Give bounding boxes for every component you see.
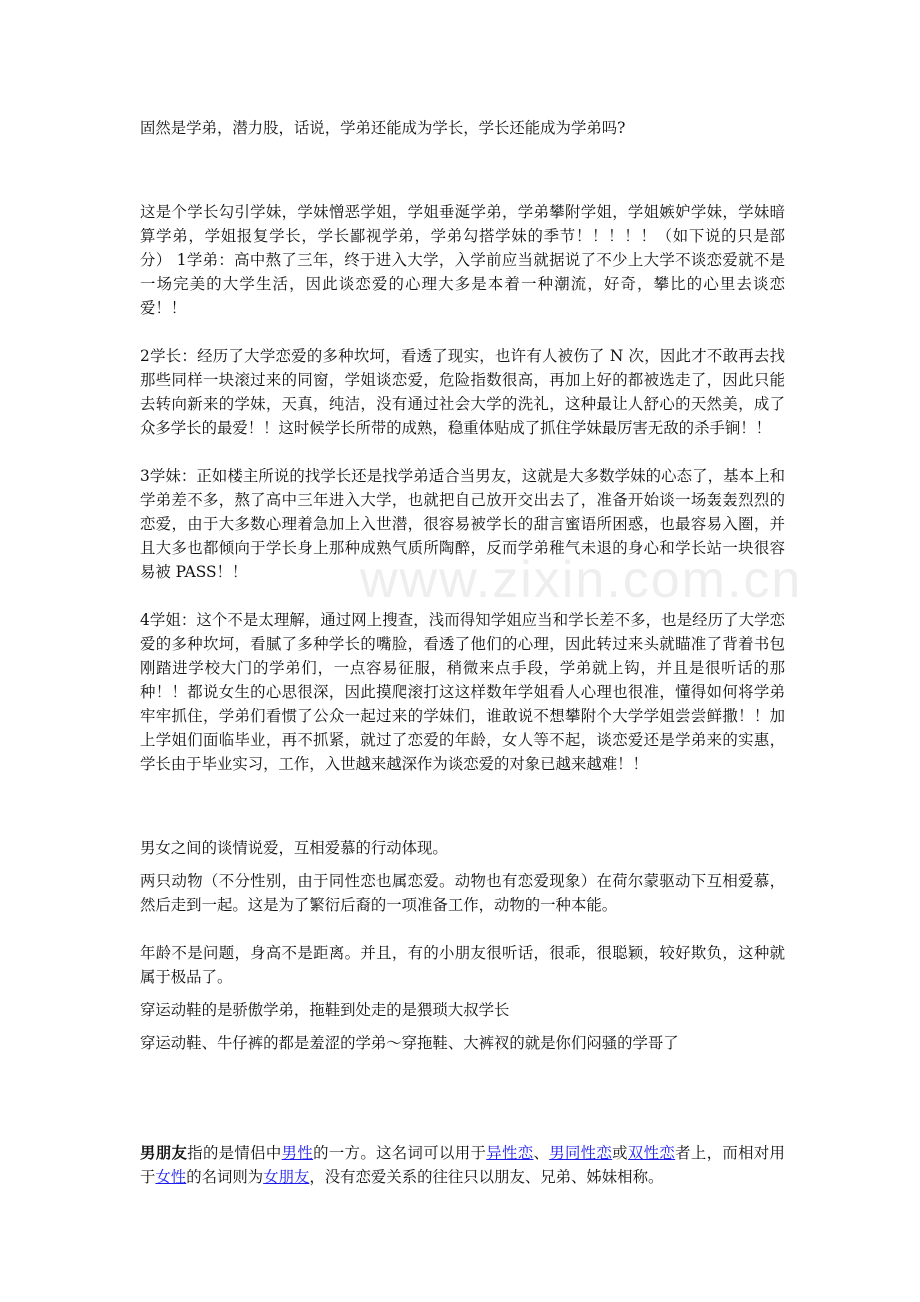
paragraph-season-and-junior: 这是个学长勾引学妹，学妹憎恶学姐，学姐垂涎学弟，学弟攀附学姐，学姐嫉妒学妹，学妹暗算学弟，学姐报复学长，学长鄙视学弟，学弟勾搭学妹的季节！！！！！（如下说的只是部分） 1学弟：高中熬了三年，终于进入大学，入学前应当就据说了不少上大学不谈恋爱就不是一场完美的大学生活，因此谈恋爱的心理大多是本着一种潮流，好奇，攀比的心里去谈恋爱！！ [140, 203, 785, 317]
definition-text-3: 或 [612, 1144, 628, 1162]
definition-text-2: 的一方。这名词可以用于 [313, 1144, 487, 1162]
paragraph-jeans-slippers: 穿运动鞋、牛仔裤的都是羞涩的学弟～穿拖鞋、大裤衩的就是你们闷骚的学哥了 [140, 1034, 679, 1052]
definition-text-1: 指的是情侣中 [187, 1144, 282, 1162]
paragraph-love-definition: 男女之间的谈情说爱，互相爱慕的行动体现。 [140, 839, 448, 857]
link-male[interactable]: 男性 [281, 1144, 314, 1162]
link-gay[interactable]: 男同性恋 [549, 1144, 613, 1162]
paragraph-senior-female: 4学姐：这个不是太理解，通过网上搜查，浅而得知学姐应当和学长差不多，也是经历了大学恋爱的多种坎坷，看腻了多种学长的嘴脸，看透了他们的心理，因此转过来头就瞄准了背着书包刚踏进学校大门的学弟们，一点容易征服，稍微来点手段，学弟就上钩，并且是很听话的那种！！都说女生的心思很深，因此摸爬滚打这这样数年学姐看人心理也很准，懂得如何将学弟牢牢抓住，学弟们看惯了公众一起过来的学妹们，谁敢说不想攀附个大学学姐尝尝鲜撒！！加上学姐们面临毕业，再不抓紧，就过了恋爱的年龄，女人等不起，谈恋爱还是学弟来的实惠，学长由于毕业实习，工作，入世越来越深作为谈恋爱的对象已越来越难！！ [140, 611, 785, 773]
definition-text-6: ，没有恋爱关系的往往只以朋友、兄弟、姊妹相称。 [309, 1168, 664, 1186]
watermark: www.zixin.com.cn [360, 551, 803, 609]
paragraph-animals: 两只动物（不分性别，由于同性恋也属恋爱。动物也有恋爱现象）在荷尔蒙驱动下互相爱慕，然后走到一起。这是为了繁衍后裔的一项准备工作，动物的一种本能。 [140, 872, 785, 914]
document-body [140, 116, 785, 1189]
paragraph-junior-female: 3学妹：正如楼主所说的找学长还是找学弟适合当男友，这就是大多数学妹的心态了，基本上和学弟差不多，熬了高中三年进入大学，也就把自己放开交出去了，准备开始谈一场轰轰烈烈的恋爱，由于大多数心理着急加上入世潜，很容易被学长的甜言蜜语所困惑，也最容易入圈，并且大多也都倾向于学长身上那种成熟气质所陶醉，反而学弟稚气未退的身心和学长站一块很容易被 PASS！！ [140, 467, 785, 581]
definition-text-4: 者上，而相对用于 [140, 1144, 785, 1186]
definition-text-5: 的名词则为 [186, 1168, 264, 1186]
paragraph-sneakers: 穿运动鞋的是骄傲学弟，拖鞋到处走的是猥琐大叔学长 [140, 1001, 510, 1019]
paragraph-senior-male: 2学长：经历了大学恋爱的多种坎坷，看透了现实，也许有人被伤了 N 次，因此才不敢再去找那些同样一块滚过来的同窗，学姐谈恋爱，危险指数很高，再加上好的都被选走了，因此只能去转向新来的学妹，天真，纯洁，没有通过社会大学的洗礼，这种最让人舒心的天然美，成了众多学长的最爱！！这时候学长所带的成熟，稳重体贴成了抓住学妹最厉害无敌的杀手锏！！ [140, 347, 785, 437]
definition-separator: 、 [533, 1144, 550, 1162]
link-bisexual[interactable]: 双性恋 [627, 1144, 676, 1162]
paragraph-boyfriend-definition [140, 1141, 785, 1189]
paragraph-intro-question: 固然是学弟，潜力股，话说，学弟还能成为学长，学长还能成为学弟吗? [140, 119, 626, 137]
link-girlfriend[interactable]: 女朋友 [263, 1168, 310, 1186]
link-female[interactable]: 女性 [155, 1168, 187, 1186]
paragraph-age-height: 年龄不是问题，身高不是距离。并且，有的小朋友很听话，很乖，很聪颖，较好欺负，这种就属于极品了。 [140, 944, 785, 986]
link-heterosexual[interactable]: 异性恋 [486, 1144, 534, 1162]
term-boyfriend: 男朋友 [140, 1144, 188, 1162]
